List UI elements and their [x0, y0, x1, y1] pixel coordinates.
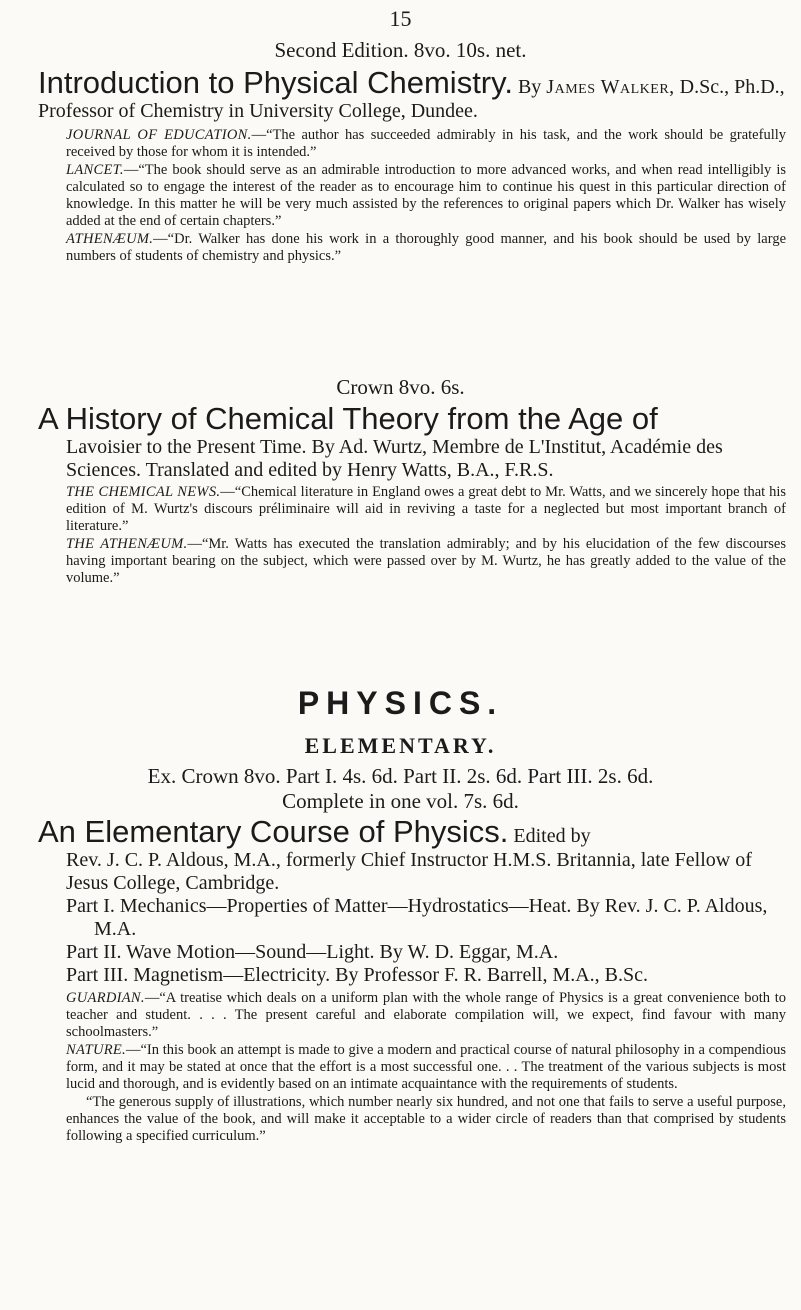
book-title: A History of Chemical Theory from the Age of	[38, 401, 658, 436]
reviews	[38, 484, 786, 587]
review: THE ATHENÆUM.—“Mr. Watts has executed the translation admirably; and by his elucidation of the few discourses having important bearing on the subject, which were passed over by M. Wurtz, he has greatly added to the value of the volume.”	[66, 536, 786, 586]
edition-note: Second Edition. 8vo. 10s. net.	[274, 38, 527, 62]
review-continued: “The generous supply of illustrations, which number nearly six hundred, and not one that fails to serve a useful purpose, enhances the value of the book, and will make it acceptable to a wider circle of readers than that comprised by students following a specified curriculum.”	[66, 1094, 786, 1144]
book-entry-physical-chemistry	[38, 66, 786, 265]
review: JOURNAL OF EDUCATION.—“The author has succeeded admirably in his task, and the work should be gratefully received by those for whom it is intended.”	[66, 127, 787, 160]
review: NATURE.—“In this book an attempt is made to give a modern and practical course of natural philosophy in a compendious form, and it may be stated at once that the effort is a most successful one. . . The treatment of the various subjects is most lucid and thorough, and is evidently based on an intimate acquaintance with the requirements of students.	[66, 1042, 786, 1092]
edition-note: Crown 8vo. 6s.	[336, 375, 465, 399]
book-title: Introduction to Physical Chemistry.	[38, 65, 513, 100]
book-title-block	[38, 66, 786, 123]
section-heading: PHYSICS.	[297, 685, 504, 721]
part-entry: Part III. Magnetism—Electricity. By Professor F. R. Barrell, M.A., B.Sc.	[66, 964, 649, 986]
section-subheading: ELEMENTARY.	[304, 733, 497, 758]
review: GUARDIAN.—“A treatise which deals on a uniform plan with the whole range of Physics is a great convenience both to teacher and student. . . . The present careful and elaborate compilation will, we expect, find favour with many schoolmasters.”	[66, 990, 786, 1040]
edited-by: Edited by	[513, 825, 591, 847]
by-label: By	[517, 76, 542, 98]
edition-note-complete: Complete in one vol. 7s. 6d.	[282, 789, 519, 813]
author-credentials: D.Sc., Ph.D., Professor of Chemistry in University College, Dundee.	[38, 76, 785, 122]
book-lead: Lavoisier to the Present Time. By Ad. Wurtz, Membre de L'Institut, Académie des Sciences. Translated and edited by Henry Watts, B.A., F.R.S.	[66, 436, 723, 481]
book-lead: Rev. J. C. P. Aldous, M.A., formerly Chief Instructor H.M.S. Britannia, late Fellow of Jesus College, Cambridge.	[66, 849, 752, 894]
reviews	[38, 990, 786, 1145]
parts-list	[38, 895, 786, 987]
review: LANCET.—“The book should serve as an admirable introduction to more advanced works, and when read intelligibly is calculated so to engage the interest of the reader as to encourage him to continue his quest in this particular direction of knowledge. In this matter he will be very much assisted by the references to original papers which Dr. Walker has wisely added at the end of certain chapters.”	[66, 162, 786, 229]
part-entry: Part II. Wave Motion—Sound—Light. By W. D. Eggar, M.A.	[66, 941, 559, 963]
book-entry-history-chemical-theory	[38, 402, 786, 587]
book-title: An Elementary Course of Physics.	[38, 814, 509, 849]
part-entry: Part I. Mechanics—Properties of Matter—Hydrostatics—Heat. By Rev. J. C. P. Aldous, M.A.	[66, 895, 768, 940]
review: THE CHEMICAL NEWS.—“Chemical literature in England owes a great debt to Mr. Watts, and we sincerely hope that his edition of M. Wurtz's discours préliminaire will aid in reviving a taste for a neglected but most important branch of literature.”	[66, 484, 786, 534]
book-entry-elementary-physics	[38, 815, 786, 1145]
edition-note: Ex. Crown 8vo. Part I. 4s. 6d. Part II. 2s. 6d. Part III. 2s. 6d.	[147, 764, 654, 788]
book-title-block	[38, 815, 786, 849]
author-name: James Walker,	[546, 76, 675, 98]
page-number: 15	[389, 6, 412, 31]
review: ATHENÆUM.—“Dr. Walker has done his work in a thoroughly good manner, and his book should be used by large numbers of students of chemistry and physics.”	[66, 231, 786, 264]
reviews	[38, 127, 786, 265]
